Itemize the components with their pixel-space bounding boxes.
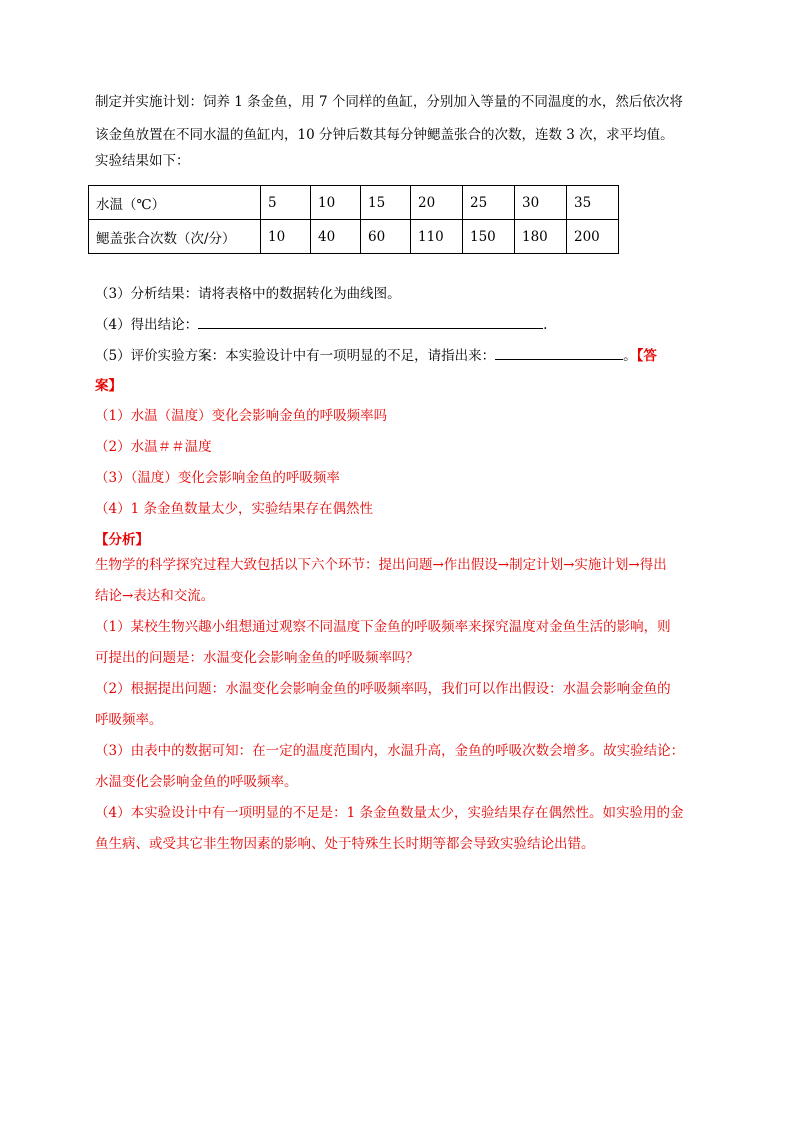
table-cell: 40 [311, 220, 361, 254]
analysis-line: 可提出的问题是：水温变化会影响金鱼的呼吸频率吗？ [95, 650, 419, 666]
table-row-header: 水温（℃） [89, 186, 261, 220]
answer-item: （4）1 条金鱼数量太少，实验结果存在偶然性 [95, 501, 373, 517]
table-cell: 10 [261, 220, 311, 254]
table-cell: 25 [463, 186, 515, 220]
analysis-line: 水温变化会影响金鱼的呼吸频率。 [95, 774, 298, 790]
analysis-line: （1）某校生物兴趣小组想通过观察不同温度下金鱼的呼吸频率来探究温度对金鱼生活的影响，则 [95, 619, 671, 635]
answer-item: （1）水温（温度）变化会影响金鱼的呼吸频率吗 [95, 408, 388, 424]
table-cell: 30 [515, 186, 567, 220]
analysis-line: （3）由表中的数据可知：在一定的温度范围内，水温升高，金鱼的呼吸次数会增多。故实验结论： [95, 743, 685, 759]
question-4-end: . [543, 317, 548, 333]
results-table [88, 185, 619, 254]
analysis-line: 鱼生病、或受其它非生物因素的影响、处于特殊生长时期等都会导致实验结论出错。 [95, 836, 595, 852]
analysis-line: 呼吸频率。 [95, 712, 163, 728]
analysis-line: 生物学的科学探究过程大致包括以下六个环节：提出问题→作出假设→制定计划→实施计划→得出 [95, 557, 667, 573]
table-cell: 35 [567, 186, 619, 220]
analysis-line: 结论→表达和交流。 [95, 588, 215, 604]
document-content [95, 92, 707, 865]
analysis-section [95, 530, 707, 854]
answer-item: （2）水温＃＃温度 [95, 439, 212, 455]
answer-tag: 【答 [636, 348, 657, 364]
analysis-line: （2）根据提出问题：水温变化会影响金鱼的呼吸频率吗，我们可以作出假设：水温会影响金鱼的 [95, 681, 671, 697]
question-3: （3）分析结果：请将表格中的数据转化为曲线图。 [95, 286, 401, 302]
analysis-line: （4）本实验设计中有一项明显的不足是：1 条金鱼数量太少，实验结果存在偶然性。如实验用的金 [95, 805, 684, 821]
question-5-end: 。 [623, 348, 637, 364]
table-row-header: 鳃盖张合次数（次/分） [89, 220, 261, 254]
table-cell: 180 [515, 220, 567, 254]
intro-line: 制定并实施计划：饲养 1 条金鱼，用 7 个同样的鱼缸，分别加入等量的不同温度的水，然后依次将 [95, 94, 683, 110]
answer-tag-continued: 案】 [95, 378, 122, 394]
table-cell: 60 [361, 220, 411, 254]
answer-blank[interactable] [495, 345, 623, 360]
questions-section [95, 284, 707, 396]
question-5-text: （5）评价实验方案：本实验设计中有一项明显的不足，请指出来： [95, 348, 496, 364]
question-4 [95, 314, 707, 335]
intro-paragraph [95, 92, 707, 171]
intro-line: 该金鱼放置在不同水温的鱼缸内，10 分钟后数其每分钟鳃盖张合的次数，连数 3 次，求平均值。 [95, 127, 674, 143]
intro-line: 实验结果如下： [95, 153, 190, 169]
table-cell: 150 [463, 220, 515, 254]
table-cell: 200 [567, 220, 619, 254]
table-cell: 15 [361, 186, 411, 220]
table-row [89, 220, 619, 254]
answer-blank[interactable] [198, 314, 543, 329]
answers-section [95, 406, 707, 519]
table-row [89, 186, 619, 220]
table-cell: 10 [311, 186, 361, 220]
table-cell: 5 [261, 186, 311, 220]
table-cell: 110 [411, 220, 463, 254]
answer-item: （3）（温度）变化会影响金鱼的呼吸频率 [95, 470, 340, 486]
table-cell: 20 [411, 186, 463, 220]
question-5 [95, 345, 707, 366]
analysis-tag: 【分析】 [95, 532, 149, 548]
question-4-text: （4）得出结论： [95, 317, 199, 333]
